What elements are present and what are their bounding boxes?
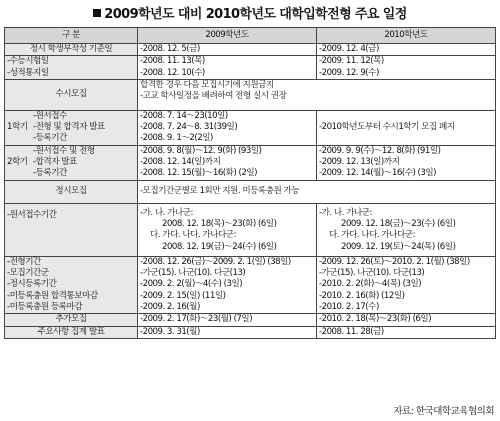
row-label-jeongsi: 정시모집 (5, 180, 138, 203)
cell-suneung-2009 (138, 56, 317, 80)
value: -2008. 12. 14(일)까지 (140, 157, 221, 168)
schedule-table (4, 27, 496, 339)
item: -합격자 발표 (33, 157, 77, 168)
cell-baseline-2010: -2009. 12. 4(금) (317, 44, 496, 56)
cell-suneung-2010 (317, 56, 496, 80)
row-label-baseline: 정시 학생부작성 기준일 (5, 44, 138, 56)
value: -2008. 9. 8(월)～12. 9(화) (93일) (140, 145, 262, 156)
table-row (5, 110, 496, 145)
value: -2010. 2. 2(화)～4(목) (3일) (319, 279, 422, 290)
table-row (5, 180, 496, 203)
value: 다. 가다. 나다. 가나다군: (329, 230, 416, 241)
value: -2008. 12. 26(금)～2009. 2. 1(일) (38일) (140, 256, 291, 267)
table-row (5, 326, 496, 338)
value: -가. 나. 가나군: (319, 207, 372, 218)
cell-baseline-2009: -2008. 12. 5(금) (138, 44, 317, 56)
value: -2010. 2. 16(화) (12일) (319, 290, 405, 301)
note: 합격한 경우 다음 모집시기에 지원금지 (140, 79, 274, 90)
cell-sem1-2010: -2010학년도부터 수시1학기 모집 폐지 (317, 110, 496, 145)
sem2-label: 2학기 (7, 157, 28, 168)
label-suneung-date: -수능시험일 (7, 56, 49, 67)
value: -2008. 12. 15(월)～16(화) (2일) (140, 168, 258, 179)
row-label-sem2 (5, 145, 138, 180)
value: -2008. 7. 14～23(10일) (140, 110, 228, 121)
value: -2009. 12. 26(토)～2010. 2. 1(월) (38일) (319, 256, 470, 267)
note: -고교 학사일정을 배려하여 전형 실시 권장 (140, 91, 287, 102)
row-label-jeongsi-schedule (5, 256, 138, 313)
item: -등록기간 (33, 133, 67, 144)
cell-additional-2010: -2010. 2. 18(목)～23(화) (6일) (317, 314, 496, 326)
label-score-date: -성적통지일 (7, 67, 49, 78)
cell-sem1-2009 (138, 110, 317, 145)
item: -미등록충원 합격통보마감 (7, 290, 98, 301)
value: -2008. 9. 1～2(2일) (140, 133, 213, 144)
cell-sem2-2010 (317, 145, 496, 180)
item: -등록기간 (33, 168, 67, 179)
row-label-major: 주요사항 집계 발표 (5, 326, 138, 338)
cell-additional-2009: -2009. 2. 17(화)～23(월) (7일) (138, 314, 317, 326)
header-2010: 2010학년도 (317, 28, 496, 44)
title-text: 2009학년도 대비 2010학년도 대학입학전형 주요 일정 (104, 7, 407, 22)
value: -2008. 12. 10(수) (140, 67, 205, 78)
value: -2008. 7. 24～8. 31(39일) (140, 122, 238, 133)
value: 2008. 12. 18(목)～23(화) (6일) (162, 218, 277, 229)
value: -2009. 12. 14(월)～16(수) (3일) (319, 168, 437, 179)
value: -가. 나. 가나군: (140, 207, 193, 218)
item: -원서접수 (33, 110, 67, 121)
row-label-suneung (5, 56, 138, 80)
cell-major-2009: -2009. 3. 31(월) (138, 326, 317, 338)
source-note: 자료: 한국대학교육협의회 (393, 406, 494, 417)
cell-jeongsi-schedule-2009 (138, 256, 317, 313)
cell-application-2009 (138, 203, 317, 256)
value: -2009. 2. 2(월)～4(수) (3일) (140, 279, 243, 290)
cell-susi-notes (138, 79, 496, 110)
value: -2009. 9. 9(수)～12. 8(화) (91일) (319, 145, 441, 156)
value: -2009. 2. 15(일) (11일) (140, 290, 226, 301)
table-row (5, 314, 496, 326)
item: -모집기간군 (7, 268, 49, 279)
item: -정시등록기간 (7, 279, 57, 290)
value: -2009. 12. 13(일)까지 (319, 157, 400, 168)
sem1-label: 1학기 (7, 122, 28, 133)
value: -2009. 2. 16(월) (140, 302, 200, 313)
cell-sem2-2009 (138, 145, 317, 180)
row-label-application: -원서접수기간 (5, 203, 138, 256)
page-title (0, 3, 500, 22)
table-row (5, 145, 496, 180)
header-2009: 2009학년도 (138, 28, 317, 44)
value: 2009. 12. 19(토)～24(목) (6일) (341, 241, 456, 252)
cell-jeongsi-note: -모집기간군별로 1회만 지원. 미등록충원 가능 (138, 180, 496, 203)
item: -원서접수 및 전형 (33, 145, 95, 156)
value: 다. 가다. 나다. 가나다군: (150, 230, 237, 241)
table-row (5, 256, 496, 313)
item: -전형기간 (7, 256, 41, 267)
item: -미등록충원 등록마감 (7, 302, 83, 313)
table-header-row (5, 28, 496, 44)
value: -2009. 12. 9(수) (319, 67, 379, 78)
value: -가군(15). 나군(10). 다군(13) (140, 268, 246, 279)
table-row (5, 79, 496, 110)
table-row (5, 56, 496, 80)
value: -2010. 2. 17(수) (319, 302, 379, 313)
value: 2008. 12. 19(금)～24(수) (6일) (162, 241, 277, 252)
header-category: 구 분 (5, 28, 138, 44)
cell-jeongsi-schedule-2010 (317, 256, 496, 313)
row-label-susi: 수시모집 (5, 79, 138, 110)
value: -2009. 11. 12(목) (319, 56, 384, 67)
square-bullet-icon (93, 9, 101, 17)
table-row (5, 44, 496, 56)
value: 2009. 12. 18(금)～23(수) (6일) (341, 218, 456, 229)
table-row (5, 203, 496, 256)
cell-application-2010 (317, 203, 496, 256)
row-label-sem1 (5, 110, 138, 145)
value: -가군(15). 나군(10). 다군(13) (319, 268, 425, 279)
cell-major-2010: -2008. 11. 28(금) (317, 326, 496, 338)
item: -전형 및 합격자 발표 (33, 122, 105, 133)
row-label-additional: 추가모집 (5, 314, 138, 326)
value: -2008. 11. 13(목) (140, 56, 205, 67)
